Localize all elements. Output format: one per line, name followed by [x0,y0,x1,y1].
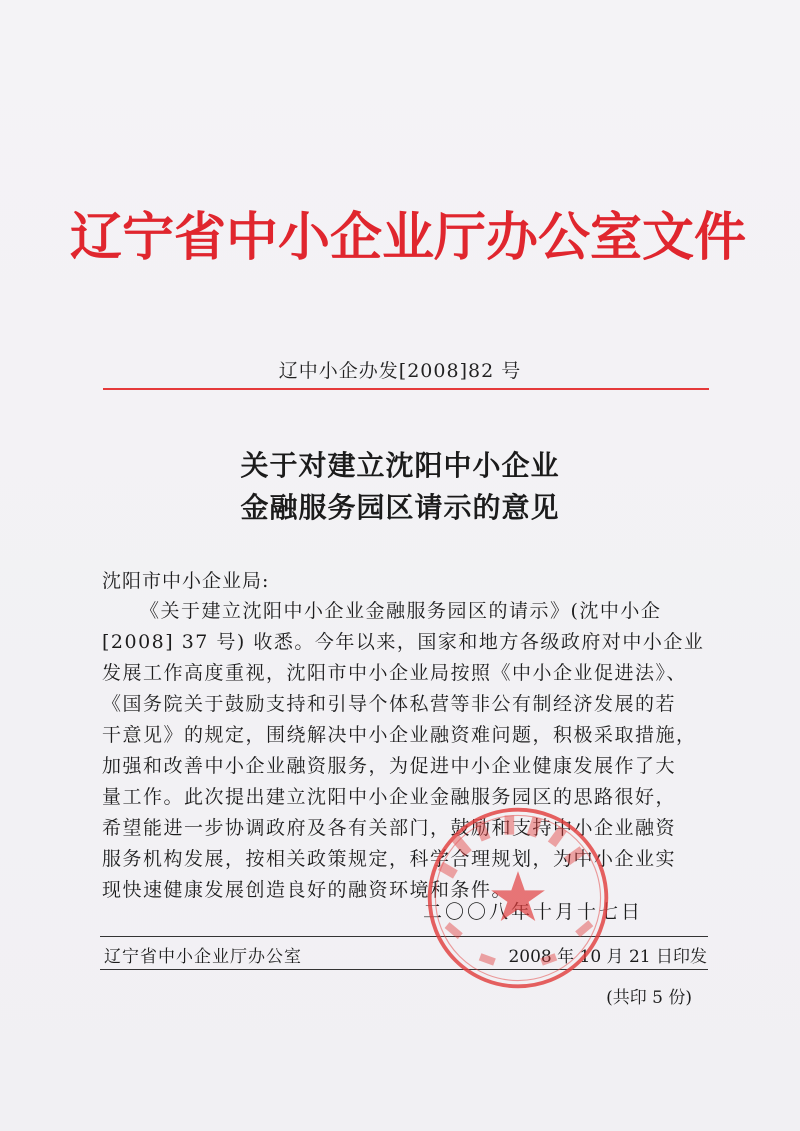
footer-rule-bottom [100,969,708,970]
body-line: 加强和改善中小企业融资服务，为促进中小企业健康发展作了大 [102,755,677,777]
document-title-line-2: 金融服务园区请示的意见 [240,491,560,524]
footer-rule-top [100,936,708,937]
footer-print-date: 2008 年 10 月 21 日印发 [508,947,707,967]
body-line: 希望能进一步协调政府及各有关部门，鼓励和支持中小企业融资 [102,817,677,839]
red-divider [103,388,709,390]
body-line: 《国务院关于鼓励支持和引导个体私营等非公有制经济发展的若 [102,693,677,715]
document-title-line-1: 关于对建立沈阳中小企业 [240,449,560,482]
body-line: 发展工作高度重视，沈阳市中小企业局按照《中小企业促进法》、 [102,662,688,684]
body-line: 《关于建立沈阳中小企业金融服务园区的请示》(沈中小企 [140,600,662,622]
document-number: 辽中小企办发[2008]82 号 [278,360,522,382]
document-body [102,596,712,906]
footer-copies: (共印 5 份) [606,988,692,1008]
body-line: 服务机构发展，按相关政策规定，科学合理规划，为中小企业实 [102,848,677,870]
document-date: 二〇〇八年十月十七日 [423,901,644,923]
body-line: [2008] 37 号) 收悉。今年以来，国家和地方各级政府对中小企业 [102,631,705,653]
official-seal-icon [422,802,614,994]
footer-issuer: 辽宁省中小企业厅办公室 [104,947,302,967]
salutation: 沈阳市中小企业局: [102,570,270,592]
document-header-title: 辽宁省中小企业厅办公室文件 [70,208,747,268]
body-line: 干意见》的规定，围绕解决中小企业融资难问题，积极采取措施， [102,724,697,746]
body-line: 量工作。此次提出建立沈阳中小企业金融服务园区的思路很好， [102,786,677,808]
body-line: 现快速健康发展创造良好的融资环境和条件。 [102,879,513,901]
